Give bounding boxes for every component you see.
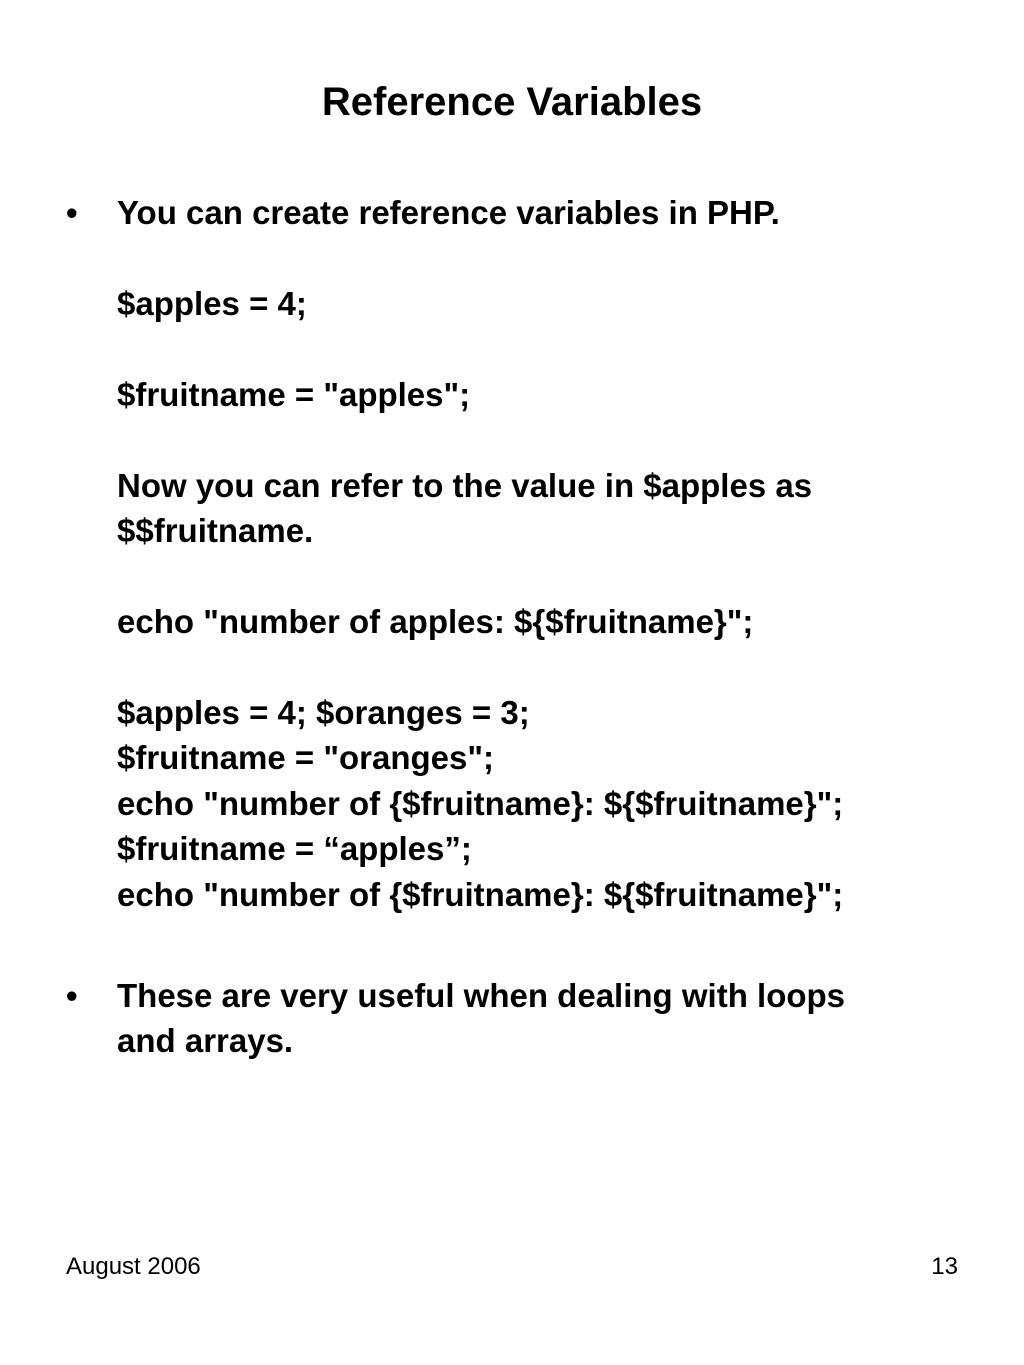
bullet-text-line: You can create reference variables in PHP. [117,194,780,231]
code-line: $fruitname = “apples”; [117,830,472,867]
bullet-marker: • [66,194,78,231]
code-line: $fruitname = "apples"; [117,376,471,413]
footer-date: August 2006 [66,1253,201,1280]
code-line: $apples = 4; $oranges = 3; [117,694,530,731]
slide-title: Reference Variables [321,80,703,124]
code-line: echo "number of apples: ${$fruitname}"; [117,603,754,640]
bullet-text-line: and arrays. [117,1022,294,1059]
bullet-text-line: $$fruitname. [117,512,314,549]
bullet-marker: • [66,977,78,1014]
code-line: echo "number of {$fruitname}: ${$fruitname}"; [117,876,844,913]
footer-page-number: 13 [931,1253,958,1280]
code-line: echo "number of {$fruitname}: ${$fruitname}"; [117,785,844,822]
bullet-text-line: These are very useful when dealing with loops [117,977,846,1014]
bullet-text-line: Now you can refer to the value in $apples as [117,467,813,504]
code-line: $apples = 4; [117,285,307,322]
code-line: $fruitname = "oranges"; [117,739,494,776]
